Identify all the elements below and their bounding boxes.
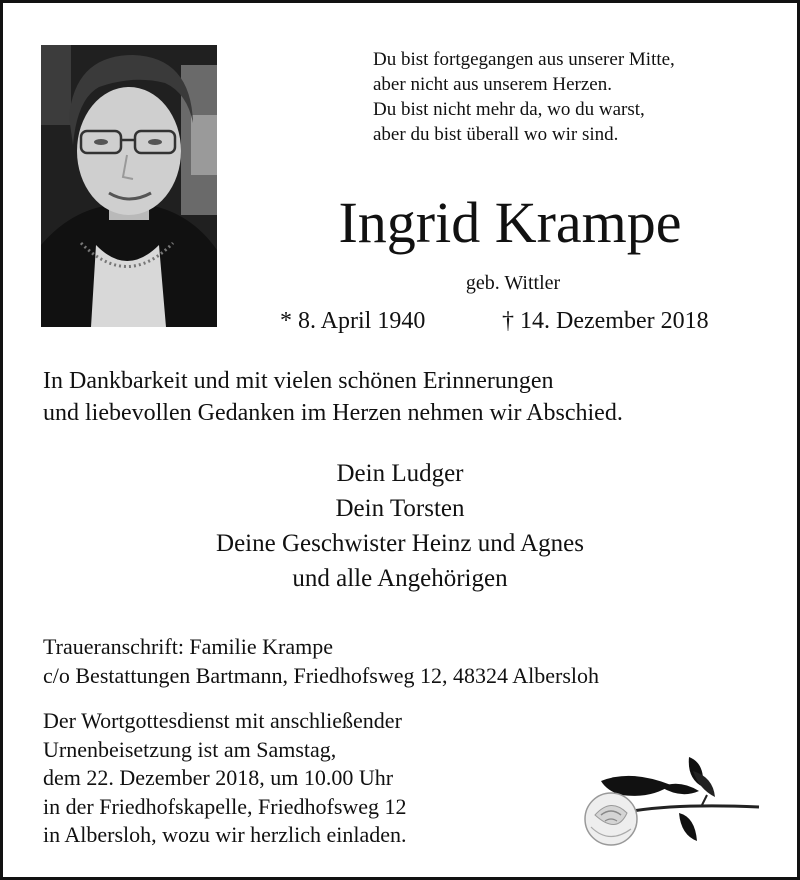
mourners-list xyxy=(83,456,717,596)
thanks-line: und liebevollen Gedanken im Herzen nehmen wir Abschied. xyxy=(43,400,623,426)
mourning-address xyxy=(43,632,599,690)
thanks-line: In Dankbarkeit und mit vielen schönen Erinnerungen xyxy=(43,368,554,394)
portrait-photo xyxy=(41,45,217,327)
poem-line: Du bist nicht mehr da, wo du warst, xyxy=(373,99,645,120)
service-line: dem 22. Dezember 2018, um 10.00 Uhr xyxy=(43,765,394,790)
poem-line: aber nicht aus unserem Herzen. xyxy=(373,74,612,95)
service-line: Urnenbeisetzung ist am Samstag, xyxy=(43,736,337,762)
deceased-name: Ingrid Krampe xyxy=(338,190,682,255)
mourner-line: Dein Torsten xyxy=(335,495,465,522)
service-line: in Albersloh, wozu wir herzlich einladen. xyxy=(43,822,407,847)
address-line: c/o Bestattungen Bartmann, Friedhofsweg 12, 48324 Albersloh xyxy=(43,663,600,688)
address-line: Traueranschrift: Familie Krampe xyxy=(43,634,333,659)
death-date: † 14. Dezember 2018 xyxy=(502,308,709,334)
rose-icon xyxy=(581,751,761,851)
mourner-line: und alle Angehörigen xyxy=(292,565,508,592)
birth-date: * 8. April 1940 xyxy=(280,308,426,334)
memorial-poem xyxy=(373,47,675,147)
mourner-line: Dein Ludger xyxy=(336,460,464,487)
service-details xyxy=(43,707,407,850)
poem-line: Du bist fortgegangen aus unserer Mitte, xyxy=(373,49,675,70)
service-line: in der Friedhofskapelle, Friedhofsweg 12 xyxy=(43,793,407,819)
thanks-paragraph xyxy=(43,365,623,429)
service-line: Der Wortgottesdienst mit anschließender xyxy=(43,708,402,733)
poem-line: aber du bist überall wo wir sind. xyxy=(373,124,619,145)
mourner-line: Deine Geschwister Heinz und Agnes xyxy=(216,530,584,557)
maiden-name: geb. Wittler xyxy=(465,272,561,294)
